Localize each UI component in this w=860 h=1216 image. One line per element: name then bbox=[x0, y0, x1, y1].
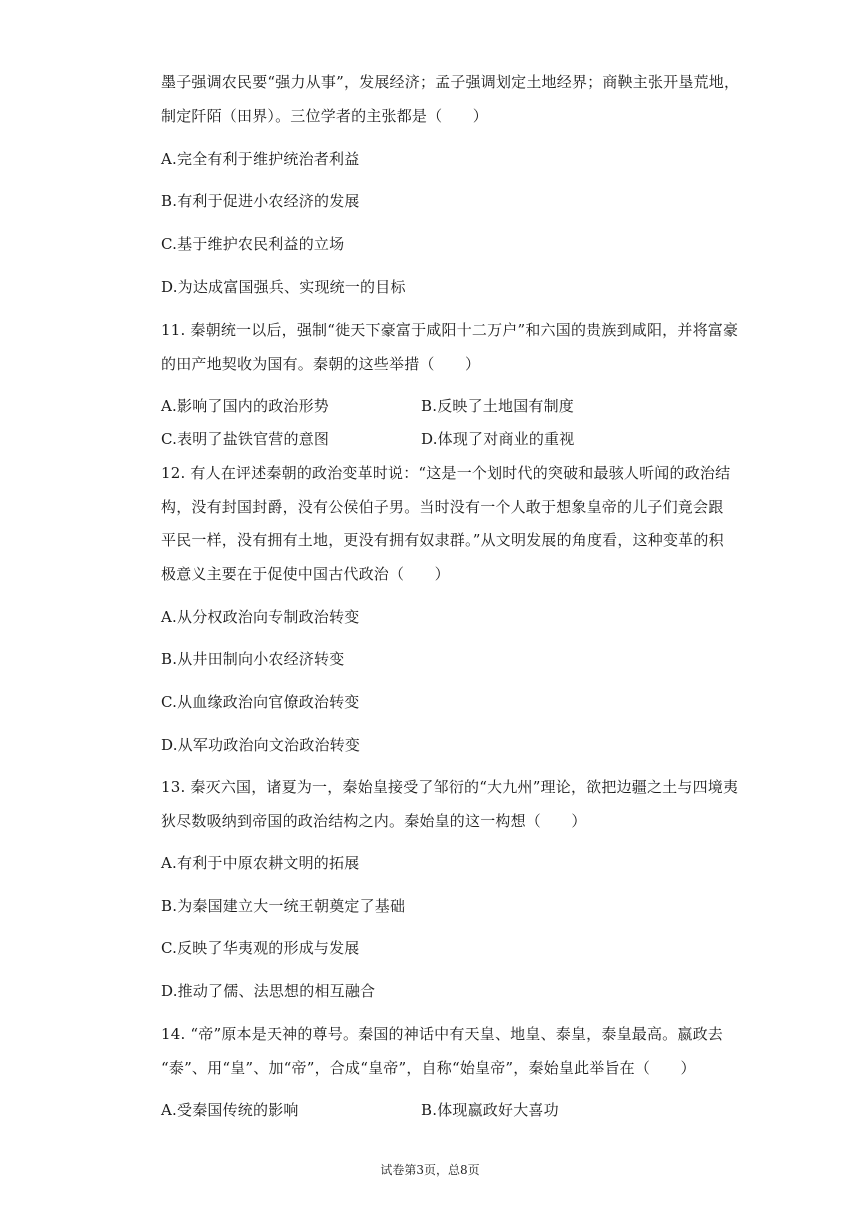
question-12-option-d: D.从军功政治向文治政治转变 bbox=[161, 736, 361, 754]
question-14-stem-line2: “泰”、用“皇”、加“帝”，合成“皇帝”，自称“始皇帝”，秦始皇此举旨在（ ） bbox=[161, 1059, 696, 1077]
question-14-option-b: B.体现嬴政好大喜功 bbox=[421, 1101, 559, 1119]
question-13-stem-line2: 狄尽数吸纳到帝国的政治结构之内。秦始皇的这一构想（ ） bbox=[161, 812, 587, 830]
page-footer: 试卷第3页，总8页 bbox=[380, 1163, 480, 1177]
question-10-stem-line1: 墨子强调农民要“强力从事”，发展经济；孟子强调划定土地经界；商鞅主张开垦荒地， bbox=[161, 73, 740, 91]
question-12-stem-line4: 极意义主要在于促使中国古代政治（ ） bbox=[161, 565, 450, 583]
question-12-option-a: A.从分权政治向专制政治转变 bbox=[161, 608, 360, 626]
question-10-option-b: B.有利于促进小农经济的发展 bbox=[161, 192, 360, 210]
question-12-option-c: C.从血缘政治向官僚政治转变 bbox=[161, 693, 360, 711]
question-11-stem-line2: 的田产地契收为国有。秦朝的这些举措（ ） bbox=[161, 355, 481, 373]
question-13-option-c: C.反映了华夷观的形成与发展 bbox=[161, 939, 360, 957]
question-10-option-d: D.为达成富国强兵、实现统一的目标 bbox=[161, 278, 406, 296]
question-12-stem-line3: 平民一样，没有拥有土地，更没有拥有奴隶群。”从文明发展的角度看，这种变革的积 bbox=[161, 531, 724, 549]
question-10-option-c: C.基于维护农民利益的立场 bbox=[161, 235, 345, 253]
question-11-option-a: A.影响了国内的政治形势 bbox=[161, 397, 330, 415]
question-13-option-b: B.为秦国建立大一统王朝奠定了基础 bbox=[161, 897, 406, 915]
question-13-stem-line1: 13. 秦灭六国，诸夏为一，秦始皇接受了邹衍的“大九州”理论，欲把边疆之土与四境夷 bbox=[161, 778, 739, 796]
question-10-stem-line2: 制定阡陌（田界）。三位学者的主张都是（ ） bbox=[161, 107, 488, 125]
question-11-option-b: B.反映了土地国有制度 bbox=[421, 397, 574, 415]
question-14-stem-line1: 14. “帝”原本是天神的尊号。秦国的神话中有天皇、地皇、泰皇，泰皇最高。嬴政去 bbox=[161, 1025, 723, 1043]
question-10-option-a: A.完全有利于维护统治者利益 bbox=[161, 150, 360, 168]
question-12-stem-line1: 12. 有人在评述秦朝的政治变革时说：“这是一个划时代的突破和最骇人听闻的政治结 bbox=[161, 464, 731, 482]
question-11-option-c: C.表明了盐铁官营的意图 bbox=[161, 430, 330, 448]
question-12-stem-line2: 构，没有封国封爵，没有公侯伯子男。当时没有一个人敢于想象皇帝的儿子们竟会跟 bbox=[161, 498, 724, 516]
question-14-option-a: A.受秦国传统的影响 bbox=[161, 1101, 299, 1119]
question-12-option-b: B.从井田制向小农经济转变 bbox=[161, 650, 345, 668]
question-11-option-d: D.体现了对商业的重视 bbox=[421, 430, 575, 448]
question-11-stem-line1: 11. 秦朝统一以后，强制“徙天下豪富于咸阳十二万户”和六国的贵族到咸阳，并将富豪 bbox=[161, 321, 739, 339]
question-13-option-d: D.推动了儒、法思想的相互融合 bbox=[161, 982, 376, 1000]
question-13-option-a: A.有利于中原农耕文明的拓展 bbox=[161, 854, 360, 872]
